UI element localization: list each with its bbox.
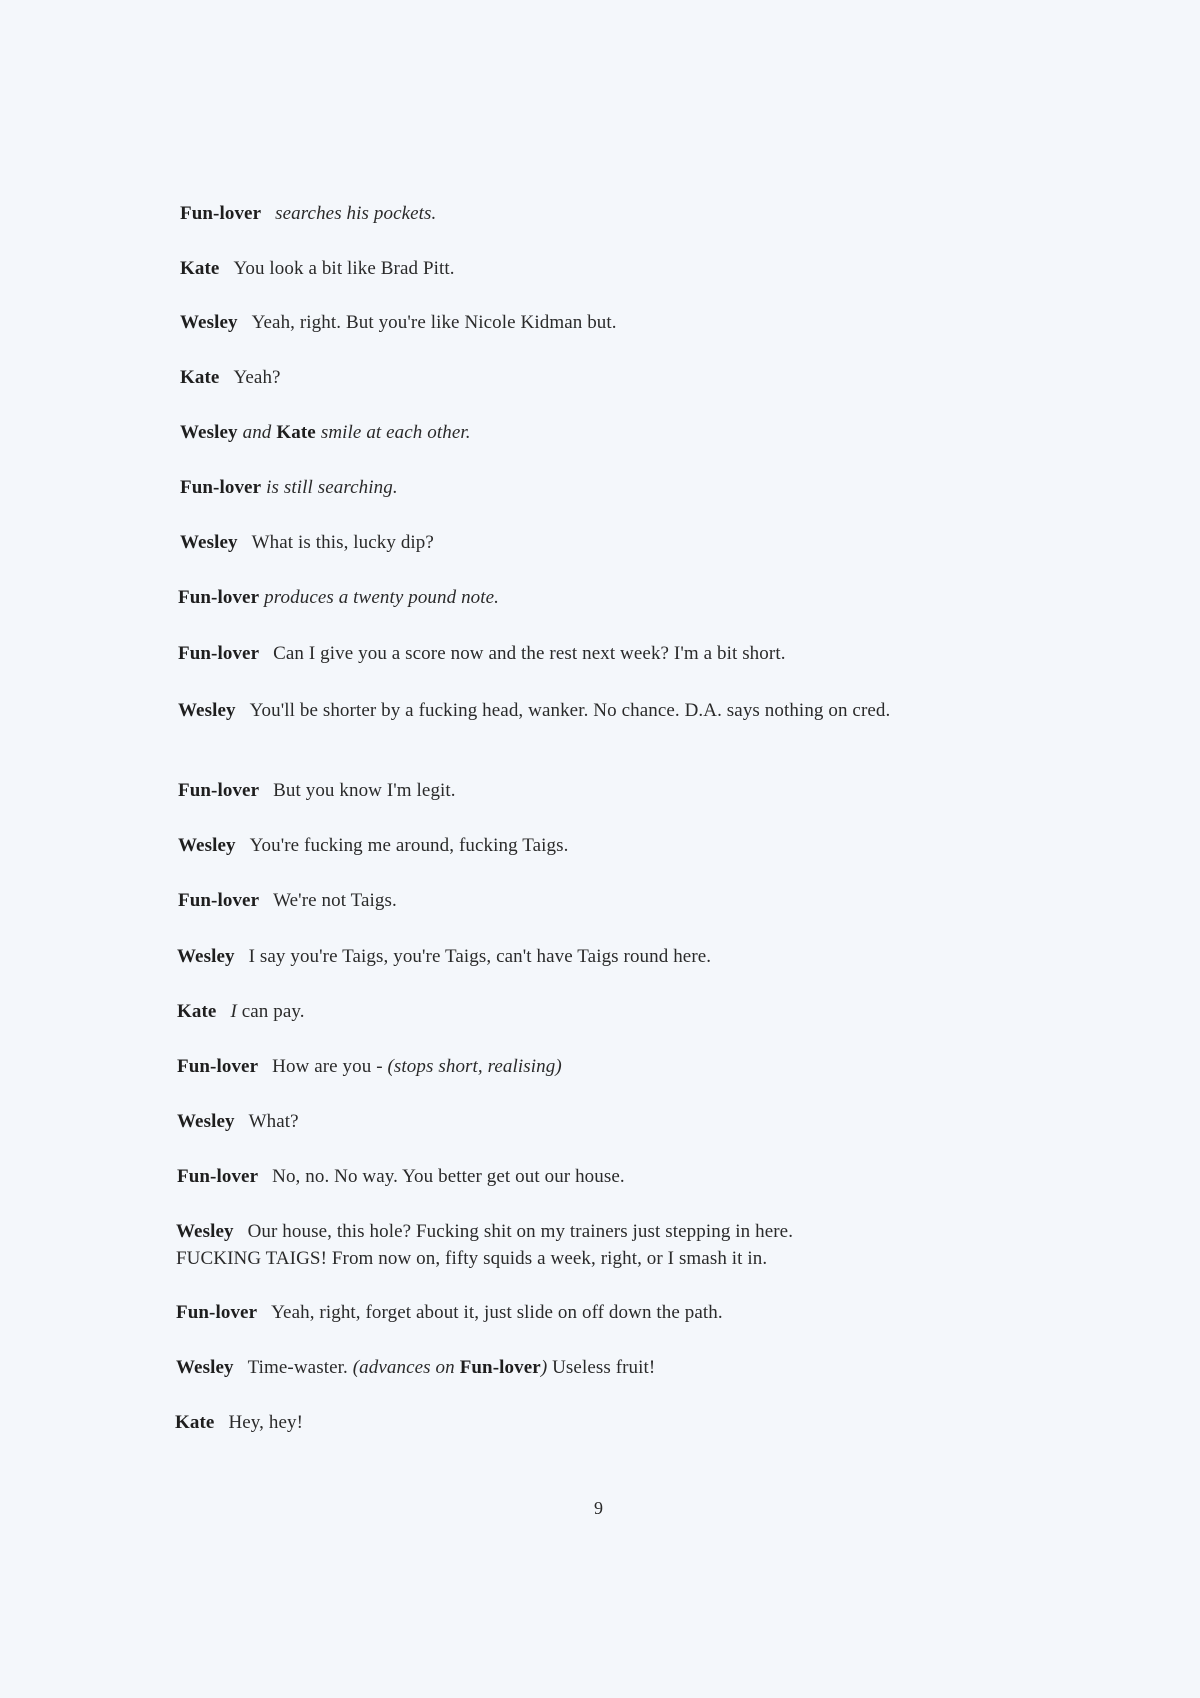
speaker-name: Wesley [180,312,238,333]
speaker-name: Fun-lover [177,1166,259,1187]
stage-direction [180,421,471,445]
dialogue-line [180,257,455,281]
dialogue-text: No, no. No way. You better get out our house. [272,1166,625,1187]
dialogue-text: You're fucking me around, fucking Taigs. [249,835,569,856]
dialogue-text: can pay. [236,1001,305,1022]
speaker-name: Kate [276,422,316,443]
dialogue-text: I say you're Taigs, you're Taigs, can't have Taigs round here. [248,946,712,967]
speaker-name: Wesley [180,422,238,443]
stage-direction [180,476,398,500]
direction-text: (stops short, realising) [387,1056,562,1077]
speaker-name: Kate [180,367,220,388]
speaker-name: Fun-lover [176,1302,258,1323]
speaker-name: Fun-lover [177,1056,259,1077]
dialogue-text: You look a bit like Brad Pitt. [233,258,455,279]
speaker-name: Fun-lover [180,477,262,498]
dialogue-line [177,1165,625,1189]
speaker-name: Fun-lover [178,780,260,801]
speaker-name: Fun-lover [178,890,260,911]
dialogue-line [180,366,281,390]
dialogue-text: Our house, this hole? Fucking shit on my trainers just stepping in here. [247,1221,794,1242]
dialogue-line [178,834,568,858]
speaker-name: Wesley [177,1111,235,1132]
dialogue-text: How are you - [272,1056,388,1077]
page-number: 9 [594,1498,603,1518]
speaker-name: Wesley [177,946,235,967]
dialogue-text: We're not Taigs. [273,890,397,911]
dialogue-line [177,1055,562,1079]
stage-direction [178,586,499,610]
direction-text: searches his pockets. [275,203,437,224]
speaker-name: Wesley [176,1221,234,1242]
dialogue-line [180,531,434,555]
dialogue-text: Yeah, right, forget about it, just slide on off down the path. [271,1302,723,1323]
speaker-name: Fun-lover [178,643,260,664]
speaker-name: Wesley [178,835,236,856]
direction-text: produces a twenty pound note. [264,587,500,608]
direction-text: and [242,422,272,443]
speaker-name: Kate [177,1001,217,1022]
dialogue-line [178,779,456,803]
dialogue-line [177,1000,305,1024]
dialogue-text: Yeah? [233,367,281,388]
dialogue-line [178,889,397,913]
dialogue-text: What is this, lucky dip? [251,532,434,553]
dialogue-text: Can I give you a score now and the rest next week? I'm a bit short. [273,643,786,664]
direction-text: is still searching. [266,477,398,498]
dialogue-line [177,945,711,969]
dialogue-text: Hey, hey! [228,1412,304,1433]
dialogue-line [180,311,617,335]
speaker-name: Kate [175,1412,215,1433]
speaker-name: Fun-lover [178,587,260,608]
dialogue-text: But you know I'm legit. [273,780,456,801]
dialogue-line-continuation [176,1247,767,1271]
speaker-name: Kate [180,258,220,279]
dialogue-line [176,1301,723,1325]
dialogue-text: Useless fruit! [547,1357,656,1378]
direction-speaker-name: Fun-lover [459,1357,541,1378]
dialogue-line [178,699,1028,723]
stage-direction [180,202,436,226]
direction-text: smile at each other. [320,422,471,443]
dialogue-line [176,1220,793,1244]
speaker-name: Wesley [180,532,238,553]
dialogue-text: FUCKING TAIGS! From now on, fifty squids a week, right, or I smash it in. [176,1248,768,1269]
speaker-name: Wesley [178,700,236,721]
dialogue-text: Time-waster. [247,1357,353,1378]
emphasis-text: I [230,1001,237,1022]
dialogue-text: Yeah, right. But you're like Nicole Kidman but. [251,312,617,333]
direction-text: (advances on [352,1357,455,1378]
dialogue-line [177,1110,299,1134]
dialogue-line [178,642,786,666]
dialogue-text: What? [248,1111,299,1132]
speaker-name: Fun-lover [180,203,262,224]
direction-text: ) [540,1357,548,1378]
dialogue-text: You'll be shorter by a fucking head, wanker. No chance. D.A. says nothing on cred. [249,700,891,721]
dialogue-line [176,1356,655,1380]
dialogue-line [175,1411,303,1435]
speaker-name: Wesley [176,1357,234,1378]
